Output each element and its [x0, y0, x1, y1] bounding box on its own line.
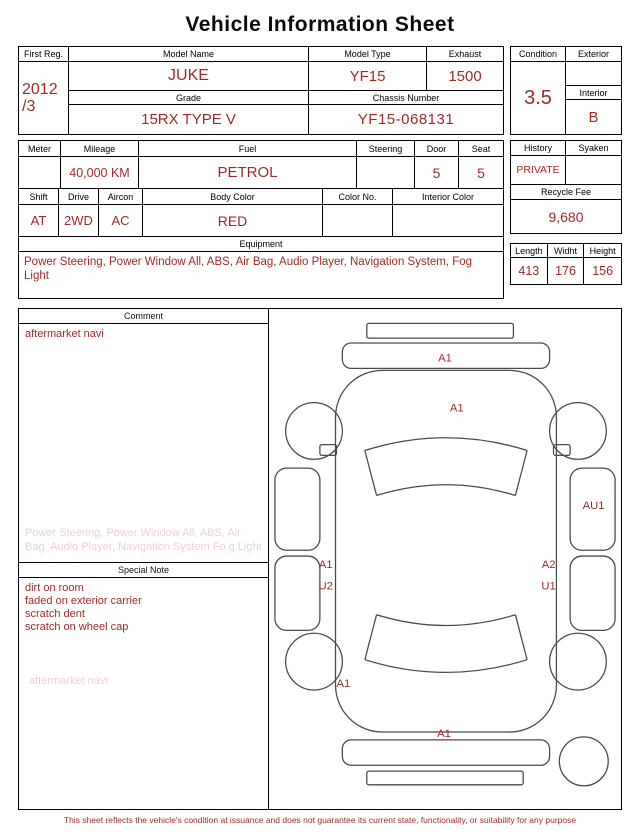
height-label: Height	[584, 244, 621, 258]
wheel-front-left	[286, 403, 343, 460]
inspection-stamp-circle	[559, 737, 608, 786]
damage-mark-left-rear-quarter: A1	[336, 678, 351, 691]
grade-label: Grade	[69, 91, 309, 105]
chassis-number-label: Chassis Number	[309, 91, 503, 105]
syaken-label: Syaken	[566, 141, 621, 156]
wheel-rear-left	[286, 633, 343, 690]
damage-mark-front-bumper: A1	[438, 352, 452, 365]
special-note-body	[19, 578, 268, 809]
body-color-label: Body Color	[143, 189, 323, 204]
meter-value	[19, 157, 61, 188]
special-note-line: dirt on room	[25, 582, 84, 594]
history-table	[510, 140, 622, 234]
windshield-left-edge	[365, 450, 377, 495]
grading-table	[510, 46, 622, 135]
rear-window-bottom-edge	[365, 660, 527, 673]
history-label: History	[511, 141, 566, 156]
recycle-fee-label: Recycle Fee	[511, 185, 621, 200]
rear-window-top-edge	[377, 615, 516, 626]
special-note-line: scratch on wheel cap	[25, 621, 129, 633]
car-body-outline	[336, 370, 557, 732]
first-reg-year: 2012	[22, 81, 58, 98]
model-name-label: Model Name	[69, 47, 309, 62]
windshield-bottom-edge	[377, 485, 516, 496]
equipment-value: Power Steering, Power Window All, ABS, Air Bag, Audio Player, Navigation System, Fog Light	[24, 256, 473, 282]
wheel-rear-right	[550, 633, 607, 690]
damage-mark-left-door-u2: U2	[318, 580, 333, 593]
height-value: 156	[592, 264, 614, 278]
first-reg-value	[19, 62, 69, 134]
history-value: PRIVATE	[511, 156, 566, 185]
drive-value: 2WD	[59, 205, 99, 236]
notes-column	[19, 309, 269, 809]
registration-table	[18, 46, 504, 135]
grade-value: 15RX TYPE V	[69, 105, 309, 134]
door-panel-rear-right	[570, 556, 615, 630]
shift-label: Shift	[19, 189, 59, 204]
color-no-label: Color No.	[323, 189, 393, 204]
chassis-number-value: YF15-068131	[357, 111, 455, 128]
seat-value: 5	[477, 164, 485, 181]
car-diagram-svg	[271, 318, 619, 800]
interior-color-label: Interior Color	[421, 191, 475, 202]
comment-header: Comment	[19, 309, 268, 324]
first-reg-label: First Reg.	[19, 47, 69, 62]
interior-value: B	[588, 108, 599, 126]
aircon-label: Aircon	[99, 189, 143, 204]
comment-text: aftermarket navi	[25, 328, 104, 340]
damage-mark-right-door-u1: U1	[541, 580, 556, 593]
fuel-value: PETROL	[139, 157, 357, 188]
rear-window-left-edge	[365, 615, 377, 660]
steering-value	[357, 157, 415, 188]
body-color-value: RED	[143, 205, 323, 236]
special-note-line: faded on exterior carrier	[25, 595, 142, 607]
length-value: 413	[511, 258, 548, 284]
exhaust-label: Exhaust	[427, 47, 503, 62]
seat-label: Seat	[471, 143, 491, 154]
shift-value: AT	[19, 205, 59, 236]
door-label: Door	[415, 141, 459, 156]
exterior-value	[566, 62, 621, 86]
exhaust-value: 1500	[427, 62, 503, 91]
door-panel-front-left	[275, 468, 320, 550]
model-type-label: Model Type	[309, 47, 427, 62]
condition-report-box	[18, 308, 622, 810]
aircon-value: AC	[99, 205, 143, 236]
first-reg-month: /3	[22, 98, 36, 115]
model-type-value: YF15	[309, 62, 427, 91]
damage-mark-right-front-door: AU1	[582, 500, 605, 513]
disclaimer-text: This sheet reflects the vehicle's condition at issuance and does not guarantee its current state, functionality, or suitability for any purpose	[63, 815, 577, 825]
comment-body	[19, 324, 268, 562]
interior-label: Interior	[566, 86, 621, 100]
fuel-label: Fuel	[139, 141, 357, 156]
damage-mark-right-door-a2: A2	[541, 558, 556, 571]
page-title: Vehicle Information Sheet	[185, 13, 455, 36]
damage-mark-hood: A1	[449, 402, 464, 415]
condition-label: Condition	[511, 47, 566, 62]
recycle-fee-value: 9,680	[548, 208, 584, 225]
mirror-left	[320, 445, 337, 456]
rear-window-right-edge	[515, 615, 527, 660]
interior-color-value	[393, 205, 503, 236]
spec-table	[18, 140, 504, 299]
color-no-value	[323, 205, 393, 236]
front-top-bar	[367, 323, 514, 338]
special-note-header: Special Note	[19, 562, 268, 578]
damage-mark-rear: A1	[437, 727, 451, 740]
length-label: Length	[511, 244, 548, 258]
wheel-front-right	[550, 403, 607, 460]
dimensions-table	[510, 243, 622, 285]
width-label: Widht	[548, 244, 585, 258]
door-value: 5	[415, 157, 459, 188]
model-name-value: JUKE	[69, 62, 309, 91]
special-note-ghost-text: aftermarket navi	[29, 675, 108, 687]
condition-value: 3.5	[511, 62, 566, 134]
rear-bottom-bar	[367, 771, 523, 785]
steering-label: Steering	[357, 141, 415, 156]
special-note-line: scratch dent	[25, 608, 85, 620]
car-damage-diagram	[269, 309, 621, 809]
equipment-label: Equipment	[239, 239, 283, 249]
mileage-value: 40,000 KM	[61, 157, 139, 188]
width-value: 176	[548, 258, 585, 284]
mileage-label: Mileage	[61, 141, 139, 156]
windshield-right-edge	[515, 450, 527, 495]
syaken-value	[566, 156, 621, 185]
exterior-label: Exterior	[566, 47, 621, 62]
rear-bumper	[342, 740, 549, 765]
damage-mark-left-door-a1: A1	[318, 558, 333, 571]
drive-label: Drive	[59, 189, 99, 204]
door-panel-rear-left	[275, 556, 320, 630]
windshield-top-edge	[365, 438, 527, 451]
comment-ghost-text: Power Steering, Power Window All, ABS, Air Bag, Audio Player, Navigation System Fo g Light	[25, 527, 262, 553]
meter-label: Meter	[19, 141, 61, 156]
